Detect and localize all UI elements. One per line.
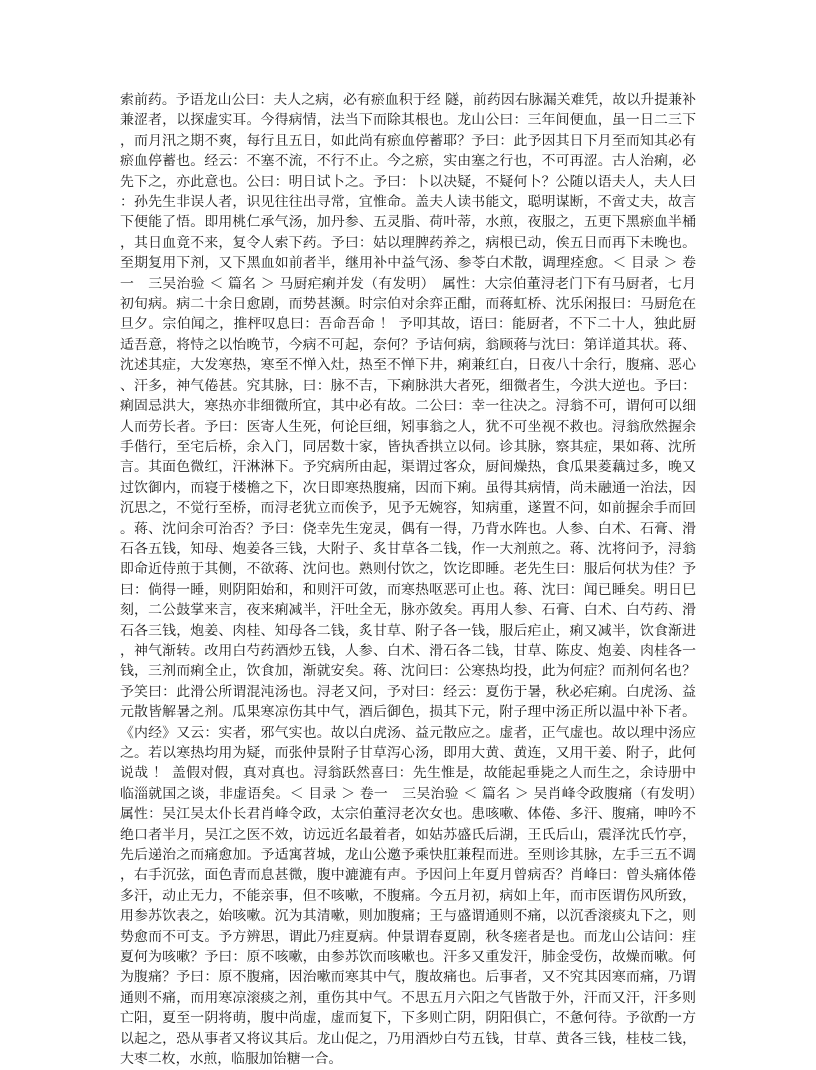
body-text: 索前药。予语龙山公曰：夫人之病，必有瘀血积于经 隧，前药因右脉漏关难凭，故以升提兼补兼涩者，以探虚实耳。今得病情，法当下而除其根也。龙山公曰：三年间便血，虽一日二三下，而月汛之期不爽，每行且五日，如此尚有瘀血停蓄耶？予曰：此予因其日下月至而知其必有瘀血停蓄也。经云：不塞不流，不行不止。今之瘀，实由塞之行也，不可再涩。古人治痢，必先下之，亦此意也。公曰：明日试卜之。予曰：卜以决疑，不疑何卜？公随以语夫人，夫人曰：孙先生非误人者，识见往往出寻常，宜惟命。盖夫人读书能文，聪明谋断，不啻丈夫，故言下便能了悟。即用桃仁承气汤，加丹参、五灵脂、荷叶蒂，水煎，夜服之，五更下黑瘀血半桶，其日血竟不来，复令人索下药。予曰：姑以理脾药养之，病根已动，俟五日而再下未晚也。至期复用下剂，又下黑血如前者半，继用补中益气汤、参苓白术散，调理痊愈。＜ 目录 ＞ 卷一 三吴治验 ＜ 篇名 ＞ 马厨疟痢并发（有发明） 属性：大宗伯董浔老门下有马厨者，七月初旬病。病二十余日愈剧，而势甚濒。时宗伯对余弈正酣，而蒋虹桥、沈乐闲报曰：马厨危在旦夕。宗伯闻之，推枰叹息曰：吾命吾命 ！ 予叩其故，语曰：能厨者，不下二十人，独此厨适吾意，将恃之以怡晚节，今病不可起，奈何？予诘何病，翁顾蒋与沈曰：第详道其状。蒋、沈述其症，大发寒热，寒至不惮入灶，热至不惮下井，痢兼红白，日夜八十余行，腹痛、恶心、汗多，神气倦甚。究其脉，曰：脉不吉，下痢脉洪大者死，细微者生，今洪大逆也。予曰：痢固忌洪大，寒热亦非细微所宜，其中必有故。二公曰：幸一往决之。浔翁不可，谓何可以细人而劳长者。予曰：医寄人生死，何论巨细，矧事翁之人，犹不可坐视不救也。浔翁欣然握余手偕行，至宅后桥，余入门，同居数十家，皆执香拱立以伺。诊其脉，察其症，果如蒋、沈所言。其面色微红，汗淋淋下。予究病所由起，渠谓过客众，厨间燥热，食瓜果菱藕过多，晚又过饮御内，而寝于楼檐之下，次日即寒热腹痛，因而下痢。虽得其病情，尚未融通一治法，因沉思之，不觉行至桥，而浔老犹立而俟予，见予无婉容，知病重，遂置不问，如前握余手而回。蒋、沈问余可治否？予曰：侥幸先生宠灵，偶有一得，乃背水阵也。人参、白术、石膏、滑石各五钱，知母、炮姜各三钱，大附子、炙甘草各二钱，作一大剂煎之。蒋、沈将问予，浔翁即命近侍煎于其侧，不欲蒋、沈问也。熟则付饮之，饮讫即睡。老先生曰：服后何状为佳？予曰：倘得一睡，则阴阳始和，和则汗可敛，而寒热呕恶可止也。蒋、沈曰：闻已睡矣。明日巳刻，二公鼓掌来言，夜来痢减半，汗吐全无，脉亦敛矣。再用人参、石膏、白术、白芍药、滑石各三钱，炮姜、肉桂、知母各二钱，炙甘草、附子各一钱，服后疟止，痢又减半，饮食渐进，神气渐转。改用白芍药酒炒五钱，人参、白术、滑石各二钱，甘草、陈皮、炮姜、肉桂各一钱，三剂而痢全止，饮食加，渐就安矣。蒋、沈问曰：公寒热均投，此为何症？而剂何名也？予笑曰：此滑公所谓混沌汤也。浔老又问，予对曰：经云：夏伤于暑，秋必疟痢。白虎汤、益元散皆解暑之剂。瓜果寒凉伤其中气，酒后御色，损其下元，附子理中汤正所以温中补下者。《内经》又云：实者，邪气实也。故以白虎汤、益元散应之。虚者，正气虚也。故以理中汤应之。若以寒热均用为疑，而张仲景附子甘草泻心汤，即用大黄、黄连，又用干姜、附子，此何说哉 ！ 盖假对假，真对真也。浔翁跃然喜曰：先生惟是，故能起垂毙之人而生之，余诗册中临淄就国之谈，非虚语矣。＜ 目录 ＞ 卷一 三吴治验 ＜ 篇名 ＞ 吴肖峰令政腹痛（有发明） 属性：吴江吴太仆长君肖峰令政，太宗伯董浔老次女也。患咳嗽、体倦、多汗、腹痛，呻吟不绝口者半月，吴江之医不效，访远近名最着者，如姑苏盛氏后湖，王氏后山，震泽沈氏竹亭， 先后递治之而痛愈加。予适寓苕城，龙山公邀予乘快肛兼程而进。至则诊其脉，左手三五不调，右手沉弦，面色青而息甚微，腹中漉漉有声。予因问上年夏月曾病否？肖峰曰：曾头痛体倦多汗，动止无力，不能亲事，但不咳嗽，不腹痛。今五月初，病如上年，而市医谓伤风所致，用参苏饮表之，始咳嗽。沉为其清嗽，则加腹痛；王与盛谓通则不痛，以沉香滚痰丸下之，则势愈而不可支。予方辨思，谓此乃疰夏病。仲景谓春夏剧，秋冬瘥者是也。而龙山公诘问：疰夏何为咳嗽？予曰：原不咳嗽，由参苏饮而咳嗽也。汗多又重发汗，肺金受伤，故燥而嗽。何为腹痛？予曰：原不腹痛，因治嗽而寒其中气，腹故痛也。后事者，又不究其因寒而痛，乃谓通则不痛，而用寒凉滚痰之剂，重伤其中气。不思五月六阳之气皆散于外，汗而又汗，汗多则亡阳，夏至一阴将萌，腹中尚虚，虚而复下，下多则亡阴，阴阳俱亡，不惫何待。予欲酌一方以起之，恐从事者又将议其后。龙山促之，乃用酒炒白芍五钱，甘草、黄各三钱，桂枝二钱，大枣二枚，水煎，临服加饴糖一合。 (120, 92, 710, 1068)
document-page (120, 90, 710, 1068)
